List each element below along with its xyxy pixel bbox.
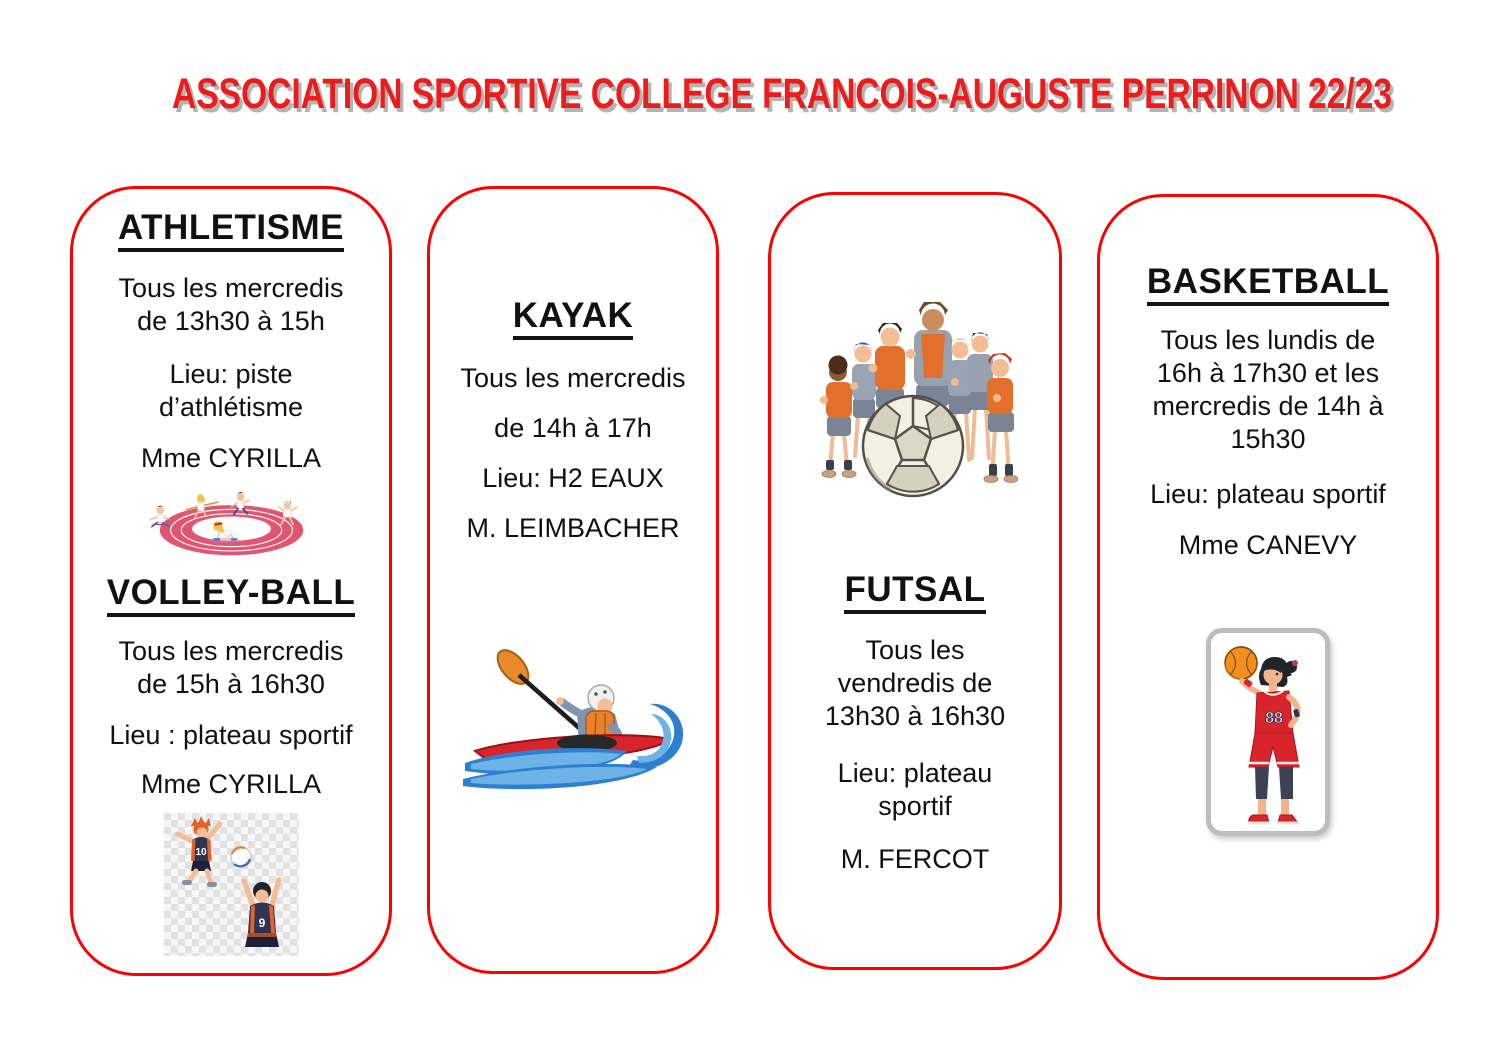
panel-futsal xyxy=(768,192,1062,970)
athletisme-location xyxy=(73,358,389,424)
girl-jersey-number: 88 xyxy=(1265,710,1283,727)
kayaker-illustration xyxy=(459,643,687,806)
girl-player xyxy=(1242,657,1300,823)
basketball-girl-illustration xyxy=(1206,628,1330,836)
basketball-girl-svg xyxy=(1211,633,1325,831)
kayak-heading: KAYAK xyxy=(430,298,716,340)
futsal-location xyxy=(771,757,1059,823)
schedule-line: Tous les mercredis xyxy=(118,273,344,303)
page-title xyxy=(0,70,1497,119)
schedule-line: Tous les lundis de xyxy=(1160,325,1376,355)
volleyball-heading: VOLLEY-BALL xyxy=(73,575,389,617)
spiker-jersey-number: 10 xyxy=(194,847,207,858)
athletics-track-illustration xyxy=(149,487,314,559)
volleyball-location: Lieu : plateau sportif xyxy=(109,720,353,750)
location-line: Lieu: plateau xyxy=(837,758,993,788)
schedule-line: 15h30 xyxy=(1230,424,1306,454)
location-line: d’athlétisme xyxy=(158,392,304,422)
volleyball-teacher: Mme CYRILLA xyxy=(140,769,322,799)
volleyball-players-illustration xyxy=(164,813,299,956)
soccer-ball xyxy=(863,396,963,496)
panel-kayak xyxy=(427,186,719,974)
kayak-teacher: M. LEIMBACHER xyxy=(466,513,680,543)
schedule-line: de 13h30 à 15h xyxy=(137,306,325,336)
schedule-line: 13h30 à 16h30 xyxy=(824,701,1006,731)
location-line: Lieu: piste xyxy=(169,359,293,389)
futsal-heading: FUTSAL xyxy=(771,572,1059,614)
kayak-location: Lieu: H2 EAUX xyxy=(482,463,664,493)
athletisme-heading: ATHLETISME xyxy=(73,210,389,252)
location-line: sportif xyxy=(878,791,952,821)
volleyball-ball xyxy=(231,847,251,867)
schedule-line: Tous les xyxy=(865,635,965,665)
panel-athletisme-volleyball xyxy=(70,186,392,976)
basketball-heading: BASKETBALL xyxy=(1100,264,1436,306)
athletisme-schedule xyxy=(73,272,389,338)
futsal-schedule xyxy=(771,634,1059,733)
schedule-line: mercredis de 14h à xyxy=(1152,391,1384,421)
futsal-team-illustration xyxy=(813,288,1018,498)
basketball-ball xyxy=(1225,647,1257,679)
futsal-teacher: M. FERCOT xyxy=(840,844,990,874)
setter-jersey-number: 9 xyxy=(258,916,265,930)
athletisme-teacher: Mme CYRILLA xyxy=(140,443,322,473)
schedule-line: vendredis de xyxy=(837,668,993,698)
basketball-location: Lieu: plateau sportif xyxy=(1150,479,1386,509)
panel-basketball xyxy=(1097,194,1439,980)
volleyball-schedule xyxy=(73,635,389,701)
basketball-schedule xyxy=(1100,324,1436,456)
page-title-text: ASSOCIATION SPORTIVE COLLEGE FRANCOIS-AUGUSTE PERRINON 22/23 xyxy=(172,70,1393,118)
kayak-schedule-1: Tous les mercredis xyxy=(460,363,686,393)
schedule-line: 16h à 17h30 et les xyxy=(1156,358,1380,388)
schedule-line: de 15h à 16h30 xyxy=(137,669,325,699)
basketball-teacher: Mme CANEVY xyxy=(1178,530,1358,560)
schedule-line: Tous les mercredis xyxy=(118,636,344,666)
kayak-schedule-2: de 14h à 17h xyxy=(494,413,652,443)
